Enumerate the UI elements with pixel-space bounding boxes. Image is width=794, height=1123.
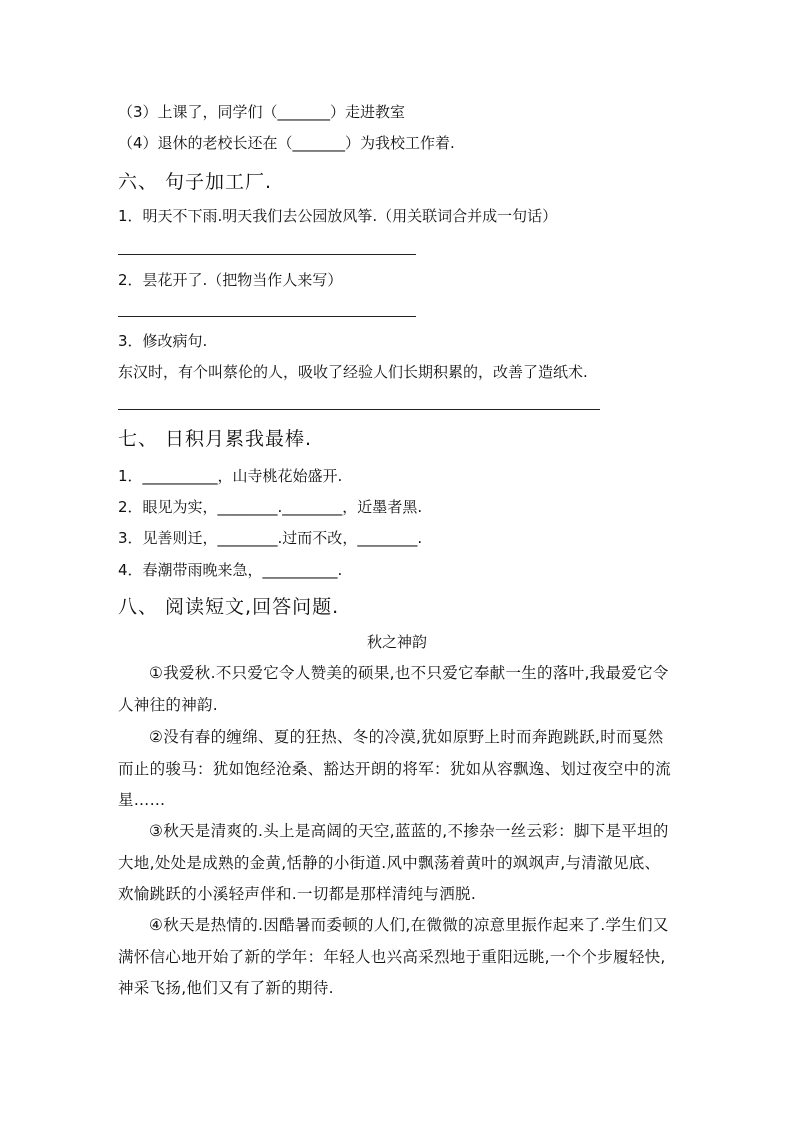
answer-line-3 xyxy=(118,409,600,410)
section-6-question-2: 2．昙花开了.（把物当作人来写） xyxy=(118,271,343,289)
section-7-question-2: 2．眼见为实，________.________，近墨者黑. xyxy=(118,498,423,516)
section-7-heading: 七、 日积月累我最棒. xyxy=(118,428,313,450)
section-6-question-1: 1．明天不下雨.明天我们去公园放风筝.（用关联词合并成一句话） xyxy=(118,207,558,225)
passage-title: 秋之神韵 xyxy=(366,633,427,651)
section-7-question-4: 4．春潮带雨晚来急，__________. xyxy=(118,561,343,579)
answer-line-2 xyxy=(118,316,416,317)
section-7-question-1: 1．__________，山寺桃花始盛开. xyxy=(118,467,343,485)
passage-paragraph-1: ①我爱秋.不只爱它令人赞美的硕果,也不只爱它奉献一生的落叶,我最爱它令人神往的神韵. xyxy=(118,664,669,714)
fill-blank-item-4: （4）退休的老校长还在（_______）为我校工作着. xyxy=(118,134,455,152)
answer-line-1 xyxy=(118,254,416,255)
passage-paragraph-3: ③秋天是清爽的.头上是高阔的天空,蓝蓝的,不掺杂一丝云彩：脚下是平坦的大地,处处是成熟的金黄,恬静的小街道.风中飘荡着黄叶的飒飒声,与清澈见底、欢愉跳跃的小溪轻声伴和.一切都是那样清纯与洒脱. xyxy=(118,822,669,903)
faulty-sentence: 东汉时，有个叫蔡伦的人，吸收了经验人们长期积累的，改善了造纸术. xyxy=(118,363,588,381)
passage-paragraph-2: ②没有春的缠绵、夏的狂热、冬的冷漠,犹如原野上时而奔跑跳跃,时而戛然而止的骏马：犹如饱经沧桑、豁达开朗的将军：犹如从容飘逸、划过夜空中的流星…… xyxy=(118,728,672,809)
section-8-heading: 八、 阅读短文,回答问题. xyxy=(118,596,340,618)
section-6-heading: 六、 句子加工厂. xyxy=(118,171,273,193)
section-7-question-3: 3．见善则迁，________.过而不改，________. xyxy=(118,529,423,547)
passage-paragraph-4: ④秋天是热情的.因酷暑而委顿的人们,在微微的凉意里振作起来了.学生们又满怀信心地开始了新的学年：年轻人也兴高采烈地于重阳远眺,一个个步履轻快,神采飞扬,他们又有了新的期待. xyxy=(118,916,669,997)
fill-blank-item-3: （3）上课了，同学们（_______）走进教室 xyxy=(118,103,406,121)
section-6-question-3: 3．修改病句. xyxy=(118,332,208,350)
